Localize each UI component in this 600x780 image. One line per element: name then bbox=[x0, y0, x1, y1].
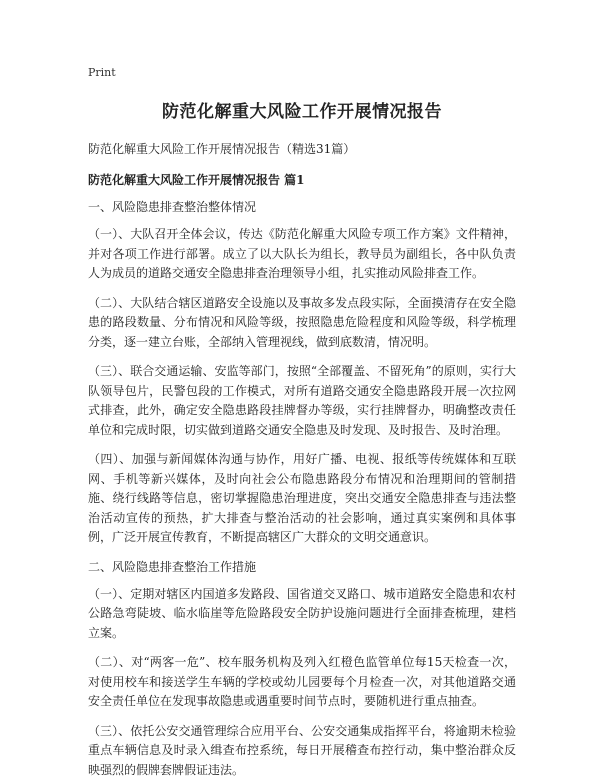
document-subtitle: 防范化解重大风险工作开展情况报告（精选31篇） bbox=[88, 140, 516, 157]
heading-measures: 二、风险隐患排查整治工作措施 bbox=[88, 558, 516, 575]
section-title: 防范化解重大风险工作开展情况报告 篇1 bbox=[88, 171, 516, 188]
paragraph: （二）、大队结合辖区道路安全设施以及事故多发点段实际，全面摸清存在安全隐患的路段数量、分布情况和风险等级，按照隐患危险程度和风险等级，科学梳理分类，逐一建立台账，全部纳入管理视线，做到底数清，情况明。 bbox=[88, 294, 516, 353]
heading-risk-overview: 一、风险隐患排查整治整体情况 bbox=[88, 198, 516, 215]
paragraph: （一）、大队召开全体会议，传达《防范化解重大风险专项工作方案》文件精神，并对各项工作进行部署。成立了以大队长为组长，教导员为副组长，各中队负责人为成员的道路交通安全隐患排查治理领导小组，扎实推动风险排查工作。 bbox=[88, 225, 516, 284]
paragraph: （二）、对“两客一危”、校车服务机构及列入红橙色监管单位每15天检查一次，对使用校车和接送学生车辆的学校或幼儿园要每个月检查一次，对其他道路交通安全责任单位在发现事故隐患或遇重要时间节点时，要随机进行重点抽查。 bbox=[88, 653, 516, 712]
paragraph: （三）、依托公安交通管理综合应用平台、公安交通集成指挥平台，将逾期未检验重点车辆信息及时录入缉查布控系统，每日开展稽查布控行动，集中整治群众反映强烈的假牌套牌假证违法。 bbox=[88, 722, 516, 780]
print-link[interactable]: Print bbox=[88, 66, 516, 79]
paragraph: （三）、联合交通运输、安监等部门，按照“全部覆盖、不留死角”的原则，实行大队领导包片，民警包段的工作模式，对所有道路交通安全隐患路段开展一次拉网式排查，此外，确定安全隐患路段挂牌督办等级，实行挂牌督办，明确整改责任单位和完成时限，切实做到道路交通安全隐患及时发现、及时报告、及时治理。 bbox=[88, 362, 516, 440]
paragraph: （一）、定期对辖区内国道多发路段、国省道交叉路口、城市道路安全隐患和农村公路急弯陡坡、临水临崖等危险路段安全防护设施问题进行全面排查梳理，建档立案。 bbox=[88, 585, 516, 644]
page-title: 防范化解重大风险工作开展情况报告 bbox=[88, 97, 516, 122]
paragraph: （四）、加强与新闻媒体沟通与协作，用好广播、电视、报纸等传统媒体和互联网、手机等新兴媒体，及时向社会公布隐患路段分布情况和治理期间的管制措施、绕行线路等信息，密切掌握隐患治理进度，突出交通安全隐患排查与违法整治活动宣传的预热，扩大排查与整治活动的社会影响，通过真实案例和具体事例，广泛开展宣传教育，不断提高辖区广大群众的文明交通意识。 bbox=[88, 450, 516, 548]
